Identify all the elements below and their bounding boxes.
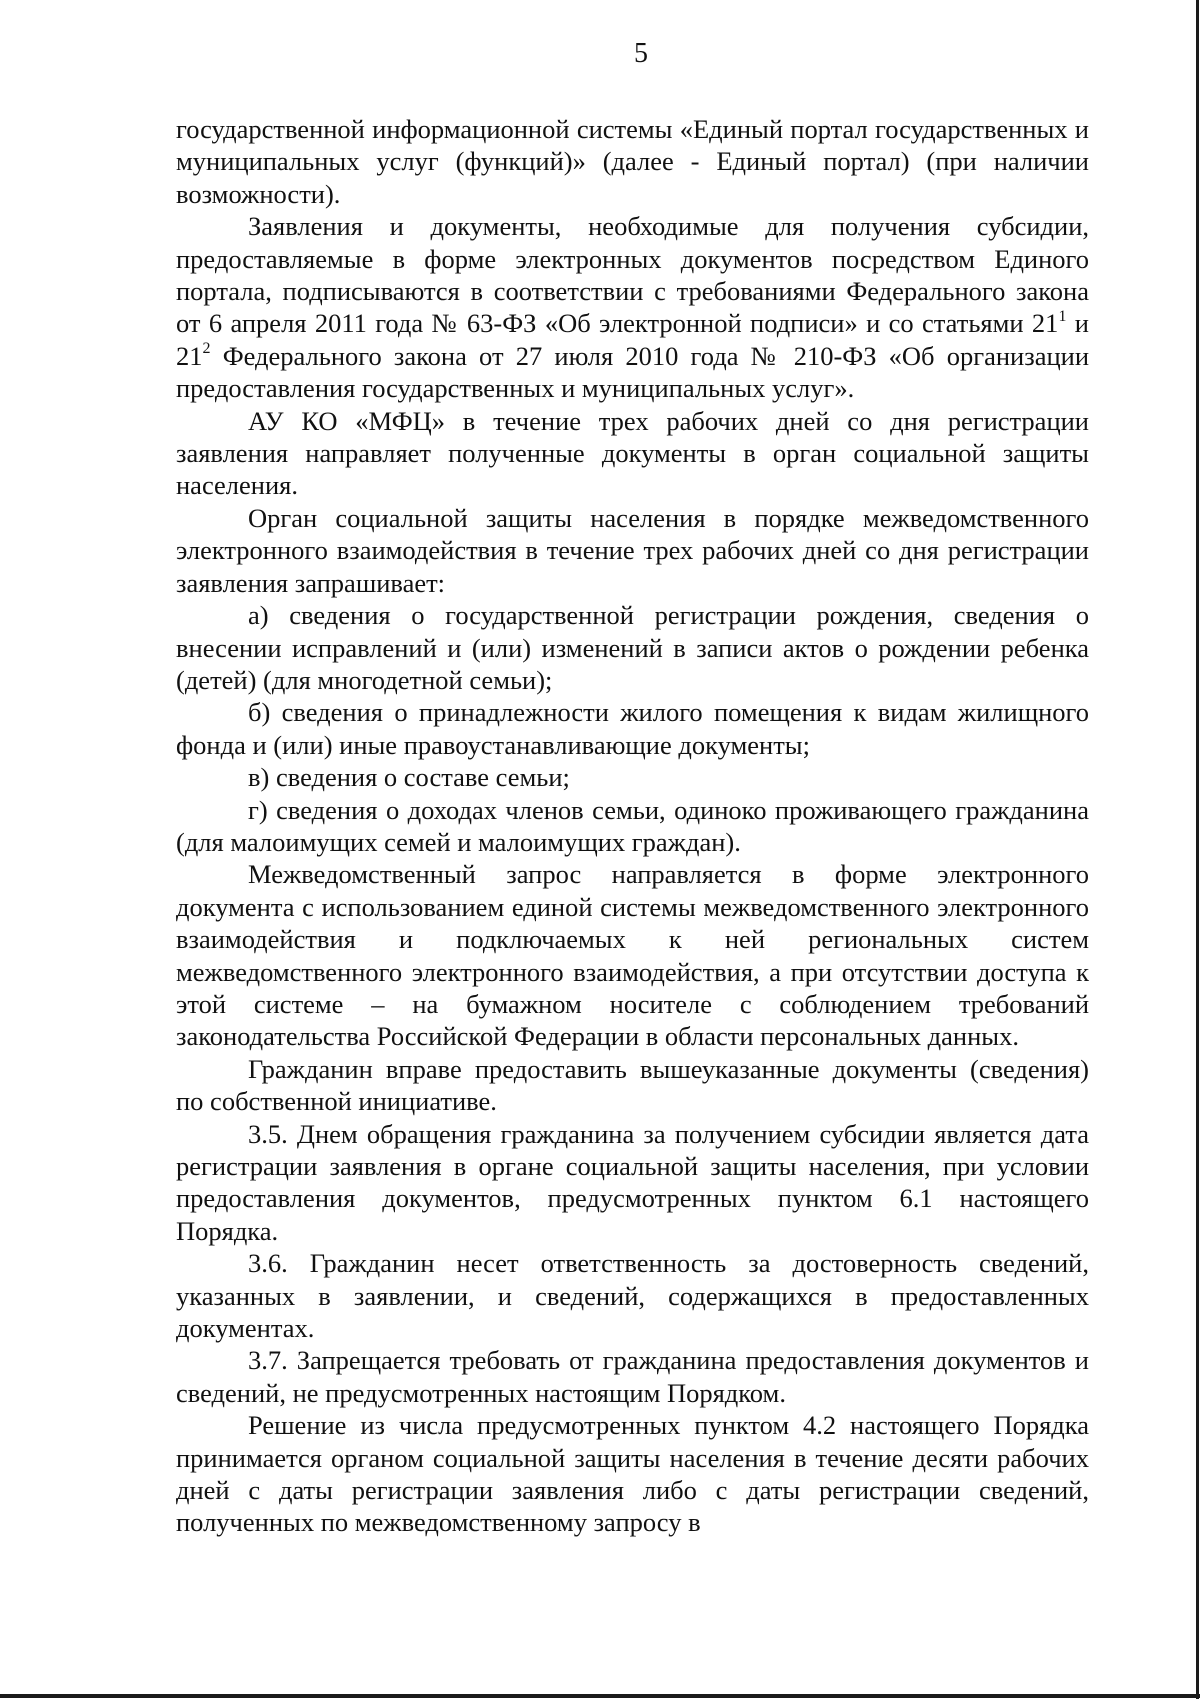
paragraph-portal-continuation: государственной информационной системы «Единый портал государственных и муниципальных услуг (функций)» (далее - Единый портал) (при наличии возможности).	[176, 114, 1089, 209]
list-item-a: а) сведения о государственной регистрации рождения, сведения о внесении исправлений и (или) изменений в записи актов о рождении ребенка (детей) (для многодетной семьи);	[176, 600, 1089, 695]
scan-edge-right	[1196, 0, 1199, 1699]
paragraph-text: и 21	[176, 308, 1089, 371]
page-number: 5	[634, 38, 648, 69]
list-item-b: б) сведения о принадлежности жилого помещения к видам жилищного фонда и (или) иные правоустанавливающие документы;	[176, 697, 1089, 760]
superscript: 2	[202, 340, 211, 358]
paragraph-citizen-right: Гражданин вправе предоставить вышеуказанные документы (сведения) по собственной инициативе.	[176, 1053, 1089, 1117]
paragraph-social-protection-request: Орган социальной защиты населения в порядке межведомственного электронного взаимодействия в течение трех рабочих дней со дня регистрации заявления запрашивает:	[176, 502, 1089, 598]
scan-edge-bottom	[0, 1694, 1200, 1698]
paragraph-text: Федерального закона от 27 июля 2010 года № 210-ФЗ «Об организации предоставления государственных и муниципальных услуг».	[176, 340, 1089, 404]
clause-3-7: 3.7. Запрещается требовать от гражданина предоставления документов и сведений, не предусмотренных настоящим Порядком.	[176, 1345, 1089, 1408]
paragraph-mfc: АУ КО «МФЦ» в течение трех рабочих дней со дня регистрации заявления направляет полученные документы в орган социальной защиты населения.	[176, 405, 1089, 501]
clause-3-6: 3.6. Гражданин несет ответственность за достоверность сведений, указанных в заявлении, и сведений, содержащихся в предоставленных документах.	[176, 1248, 1089, 1344]
paragraph-text: Заявления и документы, необходимые для получения субсидии, предоставляемые в форме электронных документов посредством Единого портала, подписываются в соответствии с требованиями Федерального закона от 6 апреля 2011 года № 63-ФЗ «Об электронной подписи» и со статьями 21	[176, 211, 1089, 339]
clause-3-5: 3.5. Днем обращения гражданина за получением субсидии является дата регистрации заявления в органе социальной защиты населения, при условии предоставления документов, предусмотренных пунктом 6.1 настоящего Порядка.	[176, 1118, 1089, 1246]
paragraph-decision: Решение из числа предусмотренных пунктом 4.2 настоящего Порядка принимается органом социальной защиты населения в течение десяти рабочих дней с даты регистрации заявления либо с даты регистрации сведений, полученных по межведомственному запросу в	[176, 1410, 1089, 1538]
paragraph-interagency-request: Межведомственный запрос направляется в форме электронного документа с использованием единой системы межведомственного электронного взаимодействия и подключаемых к ней региональных систем межведомственного электронного взаимодействия, а при отсутствии доступа к этой системе – на бумажном носителе с соблюдением требований законодательства Российской Федерации в области персональных данных.	[176, 859, 1089, 1052]
superscript: 1	[1058, 307, 1067, 325]
list-item-g: г) сведения о доходах членов семьи, одиноко проживающего гражданина (для малоимущих семей и малоимущих граждан).	[176, 794, 1089, 857]
document-body	[176, 113, 1089, 1539]
paragraph-electronic-documents	[176, 210, 1089, 404]
list-item-v: в) сведения о составе семьи;	[248, 762, 570, 793]
